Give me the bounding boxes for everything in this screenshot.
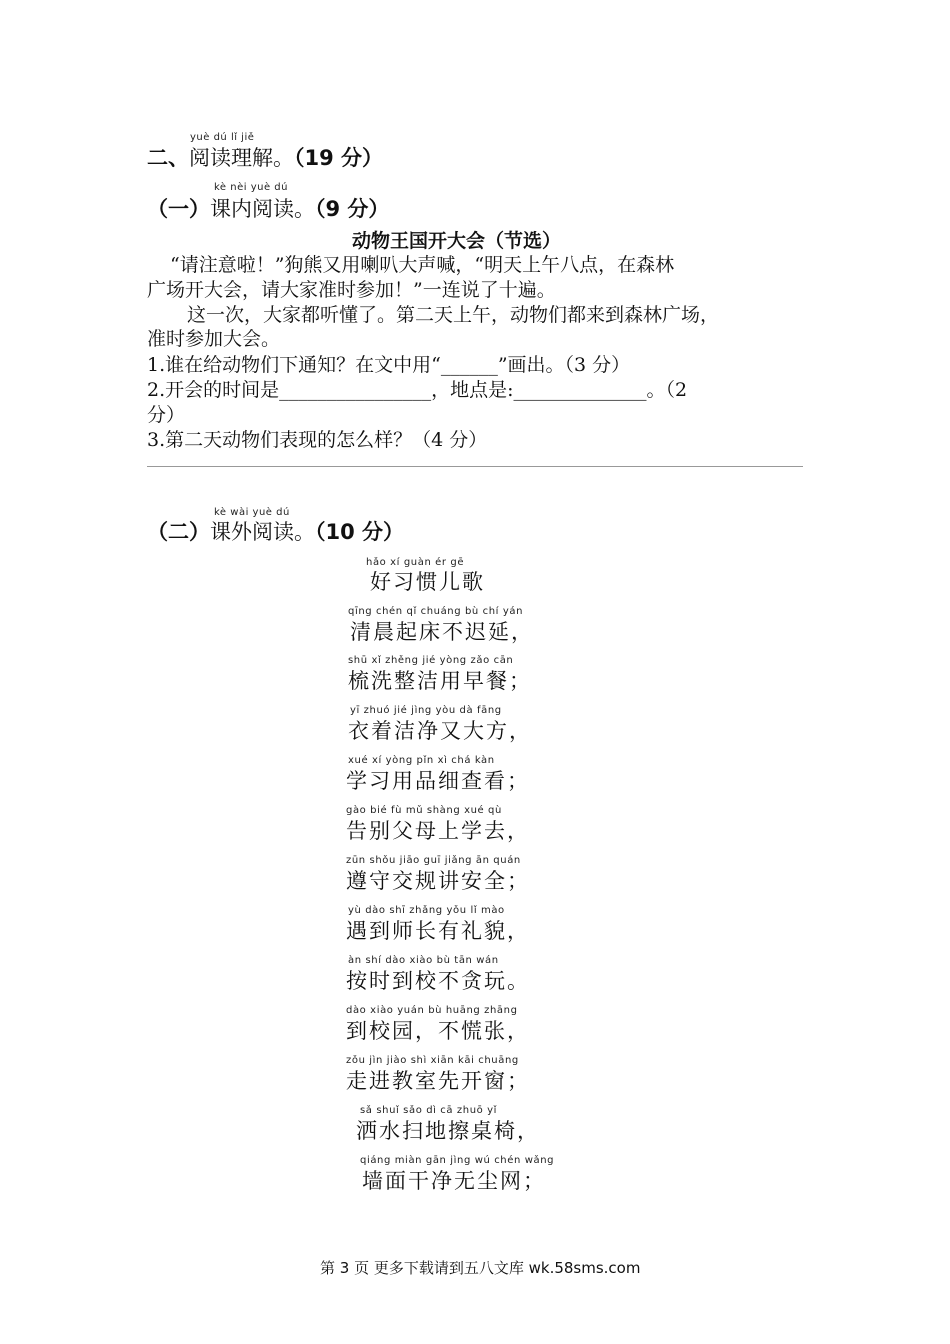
question-2-line1: 2.开会的时间是________________，地点是:______________。（2 xyxy=(147,379,688,401)
section2-pinyin: yuè dú lǐ jiě xyxy=(190,132,255,143)
poem-line: 梳洗整洁用早餐； xyxy=(348,669,532,693)
poem-title-pinyin: hǎo xí guàn ér gē xyxy=(366,557,465,568)
poem-line: 遵守交规讲安全； xyxy=(346,869,530,893)
poem-line: 洒水扫地擦桌椅， xyxy=(356,1119,540,1143)
section2-score: （19 分） xyxy=(294,146,384,170)
poem-line: 告别父母上学去， xyxy=(346,819,530,843)
part1-pinyin: kè nèi yuè dú xyxy=(214,182,288,193)
part2-pinyin: kè wài yuè dú xyxy=(214,507,290,518)
para1-line2: 广场开大会，请大家准时参加！”一连说了十遍。 xyxy=(147,279,556,301)
part2-heading xyxy=(147,516,404,546)
part2-title: 课外阅读。 xyxy=(210,520,315,544)
poem-line-pinyin: qiáng miàn gān jìng wú chén wǎng xyxy=(360,1155,555,1166)
part2-prefix: （二） xyxy=(147,520,210,544)
poem-line: 遇到师长有礼貌， xyxy=(346,919,530,943)
answer-line xyxy=(147,466,803,467)
section2-prefix: 二、 xyxy=(147,146,189,170)
section2-heading xyxy=(147,142,383,172)
para2-line2: 准时参加大会。 xyxy=(147,328,281,350)
para2-line1: 这一次，大家都听懂了。第二天上午，动物们都来到森林广场， xyxy=(187,304,720,326)
poem-line-pinyin: qīng chén qǐ chuáng bù chí yán xyxy=(348,606,524,617)
question-3: 3.第二天动物们表现的怎么样？（4 分） xyxy=(147,429,488,451)
part2-score: （10 分） xyxy=(315,520,405,544)
question-1: 1.谁在给动物们下通知？在文中用“______”画出。（3 分） xyxy=(147,354,631,376)
poem-line-pinyin: zūn shǒu jiāo guī jiǎng ān quán xyxy=(346,855,521,866)
question-2-line2: 分） xyxy=(147,404,186,426)
poem-line-pinyin: àn shí dào xiào bù tān wán xyxy=(348,955,499,966)
part1-heading xyxy=(147,193,389,223)
part1-score: （9 分） xyxy=(315,197,390,221)
poem-line-pinyin: shū xǐ zhěng jié yòng zǎo cān xyxy=(348,655,514,666)
poem-line-pinyin: xué xí yòng pǐn xì chá kàn xyxy=(348,755,495,766)
poem-line-pinyin: zǒu jìn jiào shì xiān kāi chuāng xyxy=(346,1055,519,1066)
poem-line-pinyin: yī zhuó jié jìng yòu dà fāng xyxy=(350,705,502,716)
poem-line: 衣着洁净又大方， xyxy=(348,719,532,743)
poem-line-pinyin: dào xiào yuán bù huāng zhāng xyxy=(346,1005,518,1016)
poem-title: 好习惯儿歌 xyxy=(370,570,485,594)
poem-line: 按时到校不贪玩。 xyxy=(346,969,530,993)
poem-line: 墙面干净无尘网； xyxy=(362,1169,546,1193)
poem-line-pinyin: gào bié fù mǔ shàng xué qù xyxy=(346,805,502,816)
poem-line: 走进教室先开窗； xyxy=(346,1069,530,1093)
part1-prefix: （一） xyxy=(147,197,210,221)
part1-title: 课内阅读。 xyxy=(210,197,315,221)
page-footer: 第 3 页 更多下载请到五八文库 wk.58sms.com xyxy=(320,1259,641,1277)
poem-line-pinyin: sǎ shuǐ sǎo dì cā zhuō yǐ xyxy=(360,1105,498,1116)
passage-title: 动物王国开大会（节选） xyxy=(352,230,562,252)
section2-title: 阅读理解。 xyxy=(189,146,294,170)
poem-line: 学习用品细查看； xyxy=(346,769,530,793)
poem-line: 清晨起床不迟延， xyxy=(350,620,534,644)
poem-line-pinyin: yù dào shī zhǎng yǒu lǐ mào xyxy=(348,905,505,916)
para1-line1: “请注意啦！”狗熊又用喇叭大声喊，“明天上午八点，在森林 xyxy=(170,254,675,276)
poem-line: 到校园，不慌张， xyxy=(346,1019,530,1043)
